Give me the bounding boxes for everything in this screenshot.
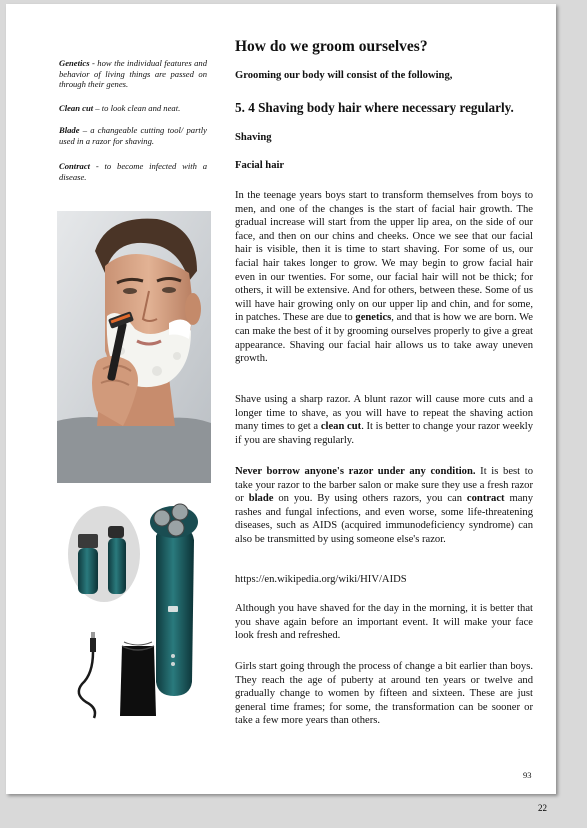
glossary-entry-blade: Blade – a changeable cutting tool/ partly used in a razor for shaving. [59, 125, 207, 146]
paragraph-girls-puberty: Girls start going through the process of change a bit earlier than boys. They reach the age of puberty at around ten years or twelve and gradually change to women by fifteen and sixteen. These are just general time frames; for some, the transformation can be sooner or take a few more years than others. [235, 661, 533, 727]
page-title: How do we groom ourselves? [235, 38, 428, 55]
electric-shaver-kit-photo [64, 496, 210, 720]
man-shaving-photo [57, 211, 211, 483]
page-number: 93 [523, 770, 532, 780]
viewer-page-number: 22 [538, 803, 547, 813]
glossary-entry-genetics: Genetics - how the individual features and behavior of living things are passed on through their genes. [59, 58, 207, 90]
section-heading: 5. 4 Shaving body hair where necessary regularly. [235, 100, 514, 115]
book-page [6, 4, 556, 794]
paragraph-sharp-razor: Shave using a sharp razor. A blunt razor will cause more cuts and a longer time to shave, as you will have to repeat the shaving action many times to get a clean cut. It is better to change your razor weekly if you are shaving regularly. [235, 394, 534, 446]
paragraph-facial-hair: In the teenage years boys start to transform themselves from boys to men, and one of the changes is the start of facial hair growth. The gradual increase will start from the upper lip area, on the side of our face, and then on our chins and cheeks. Once we see that our facial hair is visible, then it is time to start shaving. For some of us, our facial hair takes longer to grow. We may begin to grow facial hair even in our twenties. For some, our facial hair will not be thick; for others, it will be extensive. And for others, between these. Some of us will have hair growing only on our upper lip and chin, and for some, in patches. These are due to genetics, and that is how we are born. We can make the best of it by grooming ourselves properly to give a great appearance. Shaving our facial hair allows us to take away uneven growth. [235, 190, 533, 365]
glossary-entry-clean-cut: Clean cut – to look clean and neat. [59, 103, 181, 113]
intro-line: Grooming our body will consist of the following, [235, 70, 453, 81]
glossary-entry-contract: Contract - to become infected with a disease. [59, 161, 207, 182]
subheading-facial-hair: Facial hair [235, 160, 285, 171]
reference-link[interactable]: https://en.wikipedia.org/wiki/HIV/AIDS [235, 574, 407, 585]
subheading-shaving: Shaving [235, 132, 272, 143]
paragraph-shave-again: Although you have shaved for the day in the morning, it is better that you shave again before an important event. It will make your face look fresh and refreshed. [235, 603, 533, 642]
paragraph-never-borrow: Never borrow anyone's razor under any condition. It is best to take your razor to the barber salon or make sure they use a fresh razor or blade on you. By using others razors, you can contract many rashes and fungal infections, and even worse, some life-threatening diseases, such as AIDS (acquired immunodeficiency syndrome) can also be transmitted by using someone else's razor. [235, 466, 534, 545]
